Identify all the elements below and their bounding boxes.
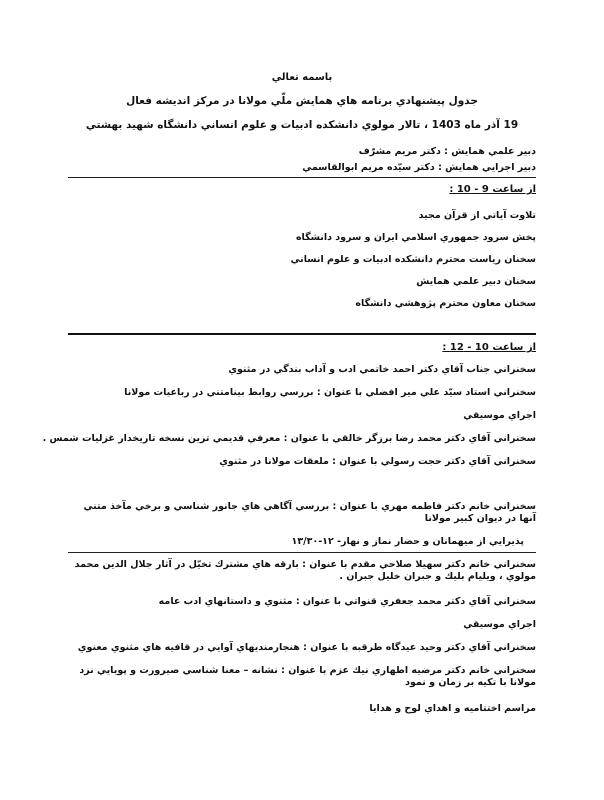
divider bbox=[68, 552, 536, 553]
list-item: سخنان دبير علمي همايش bbox=[416, 276, 536, 287]
divider bbox=[68, 333, 536, 335]
break-line: پذيرايي از ميهمانان و حضار نماز و نهار- ١٢-١٣/٣٠ bbox=[291, 536, 524, 547]
list-item: سخنراني آقاي دكتر محمد رضا برزگر خالقي با عنوان : معرفي قديمي ترين نسخه تاريخدار غزليات شمس . bbox=[42, 433, 536, 444]
session2-heading: از ساعت 10 - 12 : bbox=[442, 342, 536, 353]
session1-heading: از ساعت 9 - 10 : bbox=[449, 184, 536, 195]
date-venue: 19 آذر ماه 1403 ، تالار مولوي دانشكده ادبيات و علوم انساني دانشگاه شهيد بهشتي bbox=[85, 119, 519, 131]
list-item: سخنان معاون محترم پژوهشي دانشگاه bbox=[355, 298, 536, 309]
list-item: سخنان رياست محترم دانشكده ادبيات و علوم انساني bbox=[290, 254, 536, 265]
invocation: باسمه تعالي bbox=[271, 72, 333, 83]
list-item: مراسم اختتاميه و اهداي لوح و هدايا bbox=[369, 703, 536, 714]
list-item: تلاوت آياتي از قرآن مجيد bbox=[418, 210, 536, 221]
list-item: اجراي موسيقي bbox=[463, 619, 536, 630]
executive-secretary: دبير اجرايي همايش : دكتر سيّده مريم ابوالقاسمي bbox=[302, 162, 536, 173]
list-item: سخنراني آقاي دكتر محمد جعفري قنواتي با عنوان : مثنوي و داستانهاي ادب عامه bbox=[158, 596, 536, 607]
list-item: سخنراني خانم دكتر سهيلا صلاحي مقدم با عنوان : بارقه هاي مشترك تخيّل در آثار جلال الدين محمد مولوي ، ويليام بليك و جبران خليل جبران . bbox=[74, 559, 536, 583]
list-item: سخنراني استاد سيّد علي مير افضلي با عنوان : بررسي روابط بينامتني در رباعيات مولانا bbox=[124, 387, 536, 398]
list-item: سخنراني خانم دكتر مرضيه اطهاري نيك عزم با عنوان : نشانه – معنا شناسي صيرورت و پويايي نزد مولانا با تكيه بر زمان و نمود bbox=[79, 665, 536, 689]
scientific-secretary: دبير علمي همايش : دكتر مريم مشرّف bbox=[358, 146, 536, 157]
list-item: سخنراني آقاي دكتر وحيد عيدگاه طرقبه با عنوان : هنجارمنديهاي آوايي در قافيه هاي مثنوي معنوي bbox=[77, 642, 536, 653]
program-title: جدول پيشنهادي برنامه هاي همايش ملّي مولانا در مركز انديشه فعال bbox=[126, 95, 478, 107]
divider bbox=[68, 177, 536, 178]
list-item: سخنراني آقاي دكتر حجت رسولي با عنوان : ملعقات مولانا در مثنوي bbox=[219, 456, 536, 467]
list-item: اجراي موسيقي bbox=[463, 410, 536, 421]
list-item: پخش سرود جمهوري اسلامي ايران و سرود دانشگاه bbox=[295, 232, 536, 243]
list-item: سخنراني جناب آقاي دكتر احمد خاتمي ادب و آداب بندگي در مثنوي bbox=[228, 364, 536, 375]
list-item: سخنراني خانم دكتر فاطمه مهري با عنوان : بررسي آگاهي هاي جانور شناسي و برخي مآخذ متني آنها در ديوان كبير مولانا bbox=[83, 501, 536, 525]
